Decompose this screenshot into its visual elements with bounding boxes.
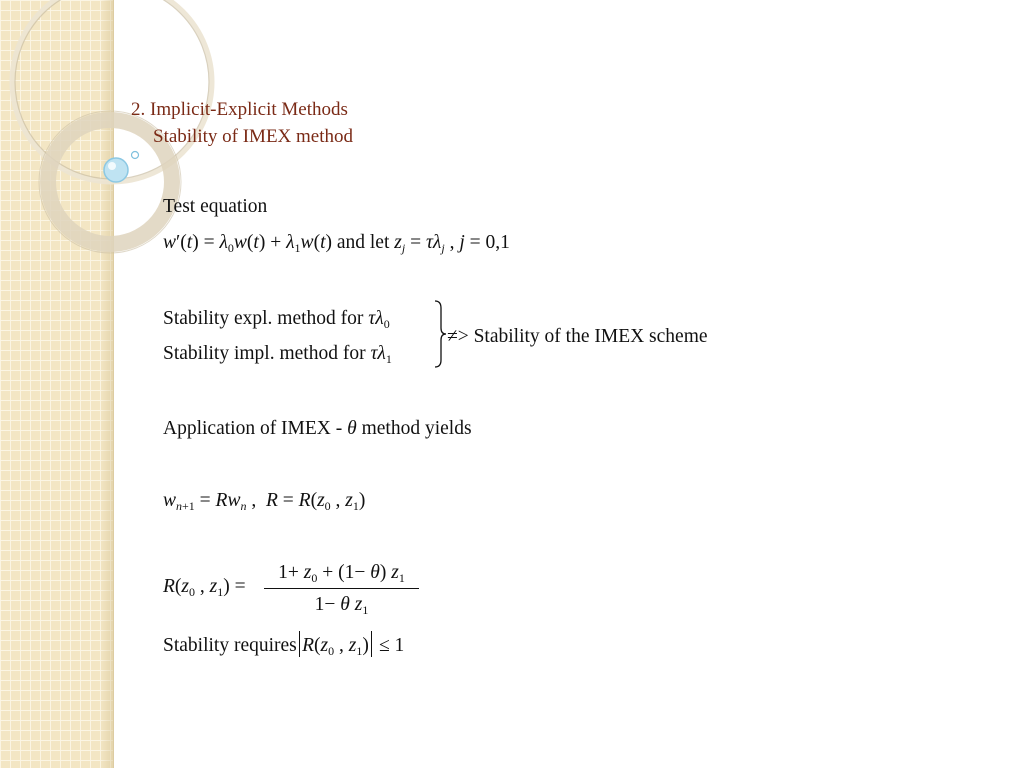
application-line (163, 417, 472, 441)
stability-implicit-line: Stability impl. method for $\tau\lambda_1$ (163, 343, 392, 366)
imex-stability-text: Stability of the IMEX scheme (473, 326, 708, 347)
stability-implicit-text: Stability impl. method for (163, 343, 366, 364)
application-suffix: method yields (361, 418, 472, 439)
stability-explicit-text: Stability expl. method for (163, 308, 364, 329)
fraction-numerator: $1+ z_0 + (1- \theta)$ $z_1$ (278, 562, 405, 585)
title-line-2: Stability of IMEX method (153, 126, 354, 147)
stability-requires-text: Stability requires (163, 635, 297, 656)
and-let-text: and let (336, 232, 390, 253)
test-equation-formula: $w'(t) = \lambda_0w(t) + \lambda_1w(t)$ and let $z_j = \tau\lambda_j$ , j = 0,1 (163, 232, 510, 255)
stability-condition: Stability requires $R(z_0$ , $z_1) \le 1$ (163, 631, 404, 658)
slide-title (131, 96, 353, 150)
theta-symbol: θ (347, 418, 357, 439)
fraction-denominator: 1− θ $z_1$ (314, 594, 369, 617)
not-implies-symbol: ≠> (447, 326, 469, 347)
amplification-factor-fraction (264, 560, 419, 618)
application-prefix: Application of IMEX - (163, 418, 343, 439)
test-equation-label: Test equation (163, 196, 268, 217)
fraction-bar (264, 588, 419, 589)
recurrence-formula: $w_{n+1} = Rw_n$ , $R = R(z_0$ , $z_1$) (163, 490, 366, 513)
imex-stability-conclusion (447, 325, 708, 349)
title-line-1: 2. Implicit-Explicit Methods (131, 99, 348, 120)
right-brace (433, 300, 447, 368)
amplification-factor-lhs: $R(z_0$ , $z_1$) = (163, 576, 246, 599)
stability-explicit-line: Stability expl. method for $\tau\lambda_0$ (163, 308, 390, 331)
